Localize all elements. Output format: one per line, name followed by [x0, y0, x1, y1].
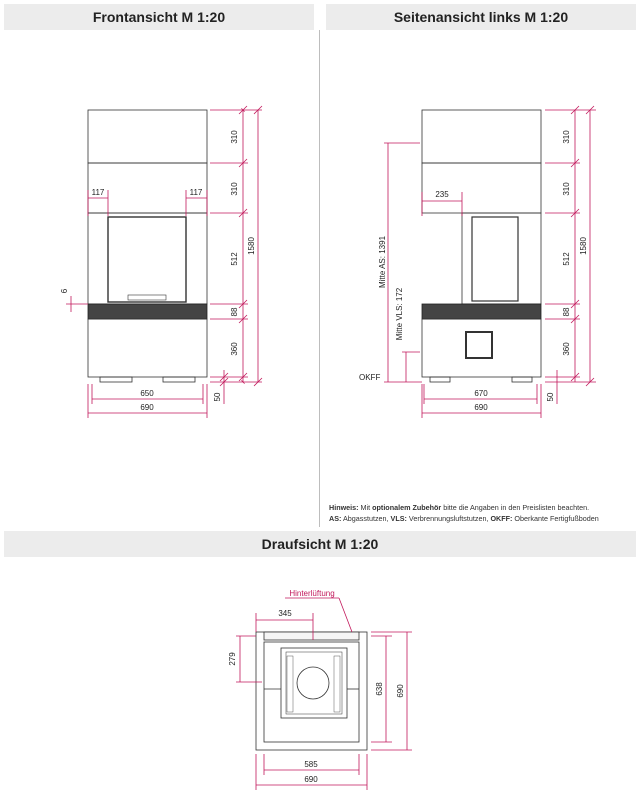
front-dim-690: 690 [140, 403, 154, 412]
hint-note [329, 502, 599, 524]
front-grate [128, 295, 166, 300]
hint-line-1 [329, 502, 599, 513]
side-okff: OKFF [359, 373, 381, 382]
front-dim-650: 650 [140, 389, 154, 398]
top-dim-585: 585 [304, 760, 318, 769]
legend-okff-text: Oberkante Fertigfußboden [512, 514, 599, 523]
front-dim-88: 88 [230, 307, 239, 317]
side-base-panel [422, 319, 541, 377]
front-dim-310b: 310 [230, 182, 239, 196]
side-dim-690: 690 [474, 403, 488, 412]
top-firebox [281, 648, 347, 718]
front-dim-360: 360 [230, 342, 239, 356]
top-side-stone-right [334, 656, 340, 712]
top-dim-690-width: 690 [304, 775, 318, 784]
top-view [256, 632, 367, 750]
hint-accessory: optionalem Zubehör [372, 503, 442, 512]
side-dim-360: 360 [562, 342, 571, 356]
side-dim-1580: 1580 [579, 237, 588, 255]
front-dim-310a: 310 [230, 130, 239, 144]
hint-line-2 [329, 513, 599, 524]
side-firebox-frame [462, 213, 541, 304]
top-flue-collar [297, 667, 329, 699]
legend-vls: VLS: [390, 514, 407, 523]
legend-as-text: Abgasstutzen, [341, 514, 391, 523]
side-middle-panel [422, 163, 541, 213]
header-side-label: Seitenansicht links M 1:20 [393, 9, 569, 25]
top-dim-345: 345 [278, 609, 292, 618]
front-dim-labels [60, 130, 256, 412]
side-dim-310a: 310 [562, 130, 571, 144]
front-dim-117-left: 117 [91, 188, 105, 197]
front-glass-door [108, 217, 186, 302]
legend-as: AS: [329, 514, 342, 523]
side-upper-panel [422, 110, 541, 163]
front-hearth-plate [88, 304, 207, 319]
top-dim-labels [228, 589, 405, 784]
side-dim-310b: 310 [562, 182, 571, 196]
front-foot-left [100, 377, 132, 382]
side-foot-left [430, 377, 450, 382]
top-side-stone-left [287, 656, 293, 712]
top-firebox-inner [286, 652, 342, 714]
top-outer-body [256, 632, 367, 750]
side-air-inlet [466, 332, 492, 358]
side-dim-670: 670 [474, 389, 488, 398]
front-firebox-frame [88, 213, 207, 304]
front-dim-117-right: 117 [189, 188, 203, 197]
front-dim-6: 6 [60, 288, 69, 294]
side-dim-235: 235 [435, 190, 449, 199]
side-mitte-as: Mitte AS: 1391 [378, 235, 387, 289]
top-dimensions [236, 598, 412, 790]
top-inner-frame [264, 642, 359, 742]
side-hearth-plate [422, 304, 541, 319]
front-view [88, 110, 207, 382]
side-glass [472, 217, 518, 301]
header-front-label: Frontansicht M 1:20 [92, 9, 226, 25]
front-base-panel [88, 319, 207, 377]
side-dim-labels [359, 130, 588, 412]
legend-okff: OKFF: [490, 514, 513, 523]
side-foot-right [512, 377, 532, 382]
front-dim-512: 512 [230, 252, 239, 266]
front-foot-right [163, 377, 195, 382]
front-dim-1580: 1580 [247, 237, 256, 255]
side-mitte-vls: Mitte VLS: 172 [395, 287, 404, 341]
top-dim-638: 638 [375, 682, 384, 696]
legend-vls-text: Verbrennungsluftstutzen, [406, 514, 491, 523]
top-rear-vent [264, 632, 359, 640]
hint-label: Hinweis: [329, 503, 359, 512]
top-dim-690-depth: 690 [396, 684, 405, 698]
side-view [422, 110, 541, 382]
side-dim-50: 50 [546, 392, 555, 402]
hint-text-b: bitte die Angaben in den Preislisten beachten. [441, 503, 590, 512]
side-dim-512: 512 [562, 252, 571, 266]
side-dim-88: 88 [562, 307, 571, 317]
front-upper-panel [88, 110, 207, 163]
header-top-label: Draufsicht M 1:20 [261, 536, 379, 552]
top-callout: Hinterlüftung [289, 589, 335, 598]
top-dim-279: 279 [228, 652, 237, 666]
front-dim-50: 50 [213, 392, 222, 402]
hint-text-a: Mit [358, 503, 373, 512]
